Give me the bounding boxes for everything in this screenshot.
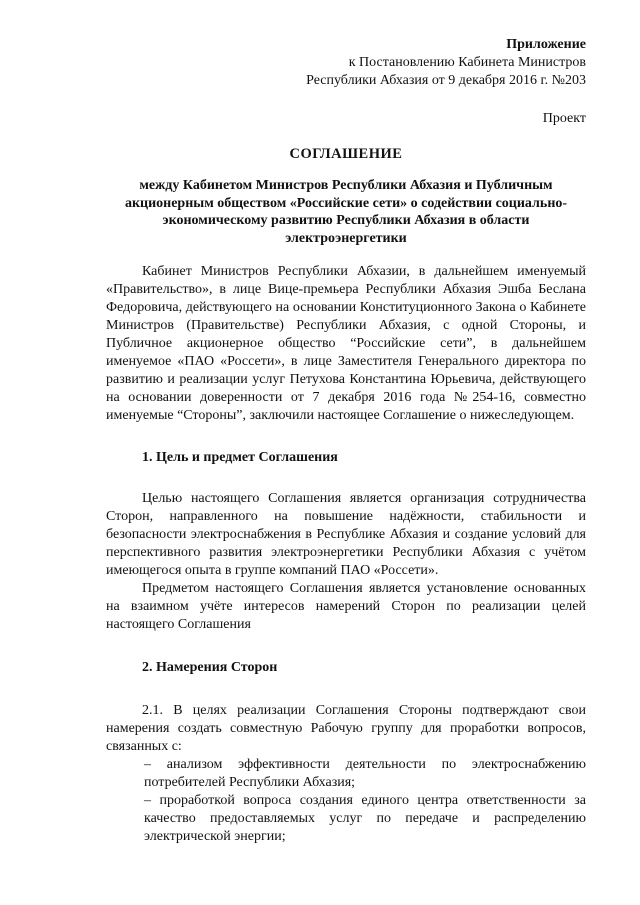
list-item: – анализом эффективности деятельности по электроснабжению потребителей Республики Абхазия; [144,757,586,790]
document-subtitle: между Кабинетом Министров Республики Абхазия и Публичным акционерным обществом «Российские сети» о содействии социально-экономическому развитию Республики Абхазия в области электроэнергетики [124,178,568,246]
section-1-paragraph-2: Предметом настоящего Соглашения является установление основанных на взаимном учёте интересов намерений Сторон по реализации целей настоящего Соглашения [106,581,586,632]
appendix-line-2: Республики Абхазия от 9 декабря 2016 г. №203 [306,73,586,88]
section-2-heading: 2. Намерения Сторон [142,660,278,675]
section-2-list [106,756,586,846]
section-1-heading: 1. Цель и предмет Соглашения [142,450,338,465]
appendix-label: Приложение [506,37,586,52]
appendix-line-1: к Постановлению Кабинета Министров [348,55,586,70]
appendix-block [106,36,586,90]
document-title: СОГЛАШЕНИЕ [289,146,403,162]
section-1-paragraph-1: Целью настоящего Соглашения является организация сотрудничества Сторон, направленного на повышение надёжности, стабильности и безопасности электроснабжения в Республике Абхазия и создание условий для перспективного развития электроэнергетики Республики Абхазия с учётом имеющегося опыта в группе компаний ПАО «Россети». [106,491,586,578]
list-item: – проработкой вопроса создания единого центра ответственности за качество предоставляемых услуг по передаче и распределению электрической энергии; [144,793,586,844]
section-2-paragraph-1: 2.1. В целях реализации Соглашения Стороны подтверждают свои намерения создать совместную Рабочую группу для проработки вопросов, связанных с: [106,703,586,754]
preamble-paragraph: Кабинет Министров Республики Абхазии, в дальнейшем именуемый «Правительство», в лице Вице-премьера Республики Абхазия Эшба Беслана Федоровича, действующего на основании Конституционного Закона о Кабинете Министров (Правительстве) Республики Абхазия, с одной Стороны, и Публичное акционерное общество “Российские сети”, в дальнейшем именуемое «ПАО «Россети», в лице Заместителя Генерального директора по развитию и реализации услуг Петухова Константина Юрьевича, действующего на основании доверенности от 7 декабря 2016 года №254-16, совместно именуемые “Стороны”, заключили настоящее Соглашение о нижеследующем. [106,264,586,423]
draft-label: Проект [542,111,586,126]
